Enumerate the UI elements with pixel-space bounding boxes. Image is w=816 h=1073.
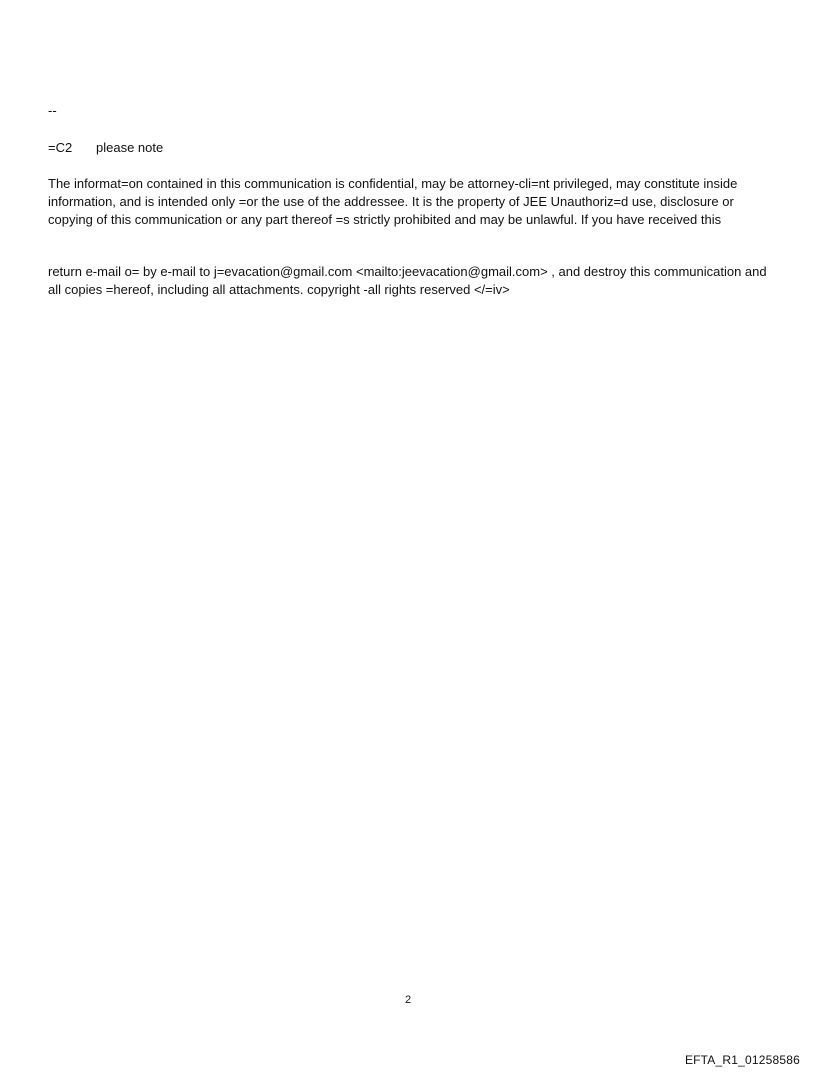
note-code: =C2 <box>48 140 73 155</box>
note-line <box>48 139 778 157</box>
document-id: EFTA_R1_01258586 <box>684 1053 800 1067</box>
confidentiality-disclaimer: The informat=on contained in this communication is confidential, may be attorney-cli=nt privileged, may constitute inside information, and is intended only =or the use of the addressee. It is the property of JEE Unauthoriz=d use, disclosure or copying of this communication or any part thereof =s strictly prohibited and may be unlawful. If you have received this <box>48 176 738 227</box>
return-instructions: return e-mail o= by e-mail to j=evacation@gmail.com <mailto:jeevacation@gmail.com> , and destroy this communication and all copies =hereof, including all attachments. copyright -all rights reserved </=iv> <box>48 264 767 297</box>
signature-separator: -- <box>48 103 57 118</box>
note-text: please note <box>96 140 164 155</box>
page-number: 2 <box>404 994 412 1006</box>
